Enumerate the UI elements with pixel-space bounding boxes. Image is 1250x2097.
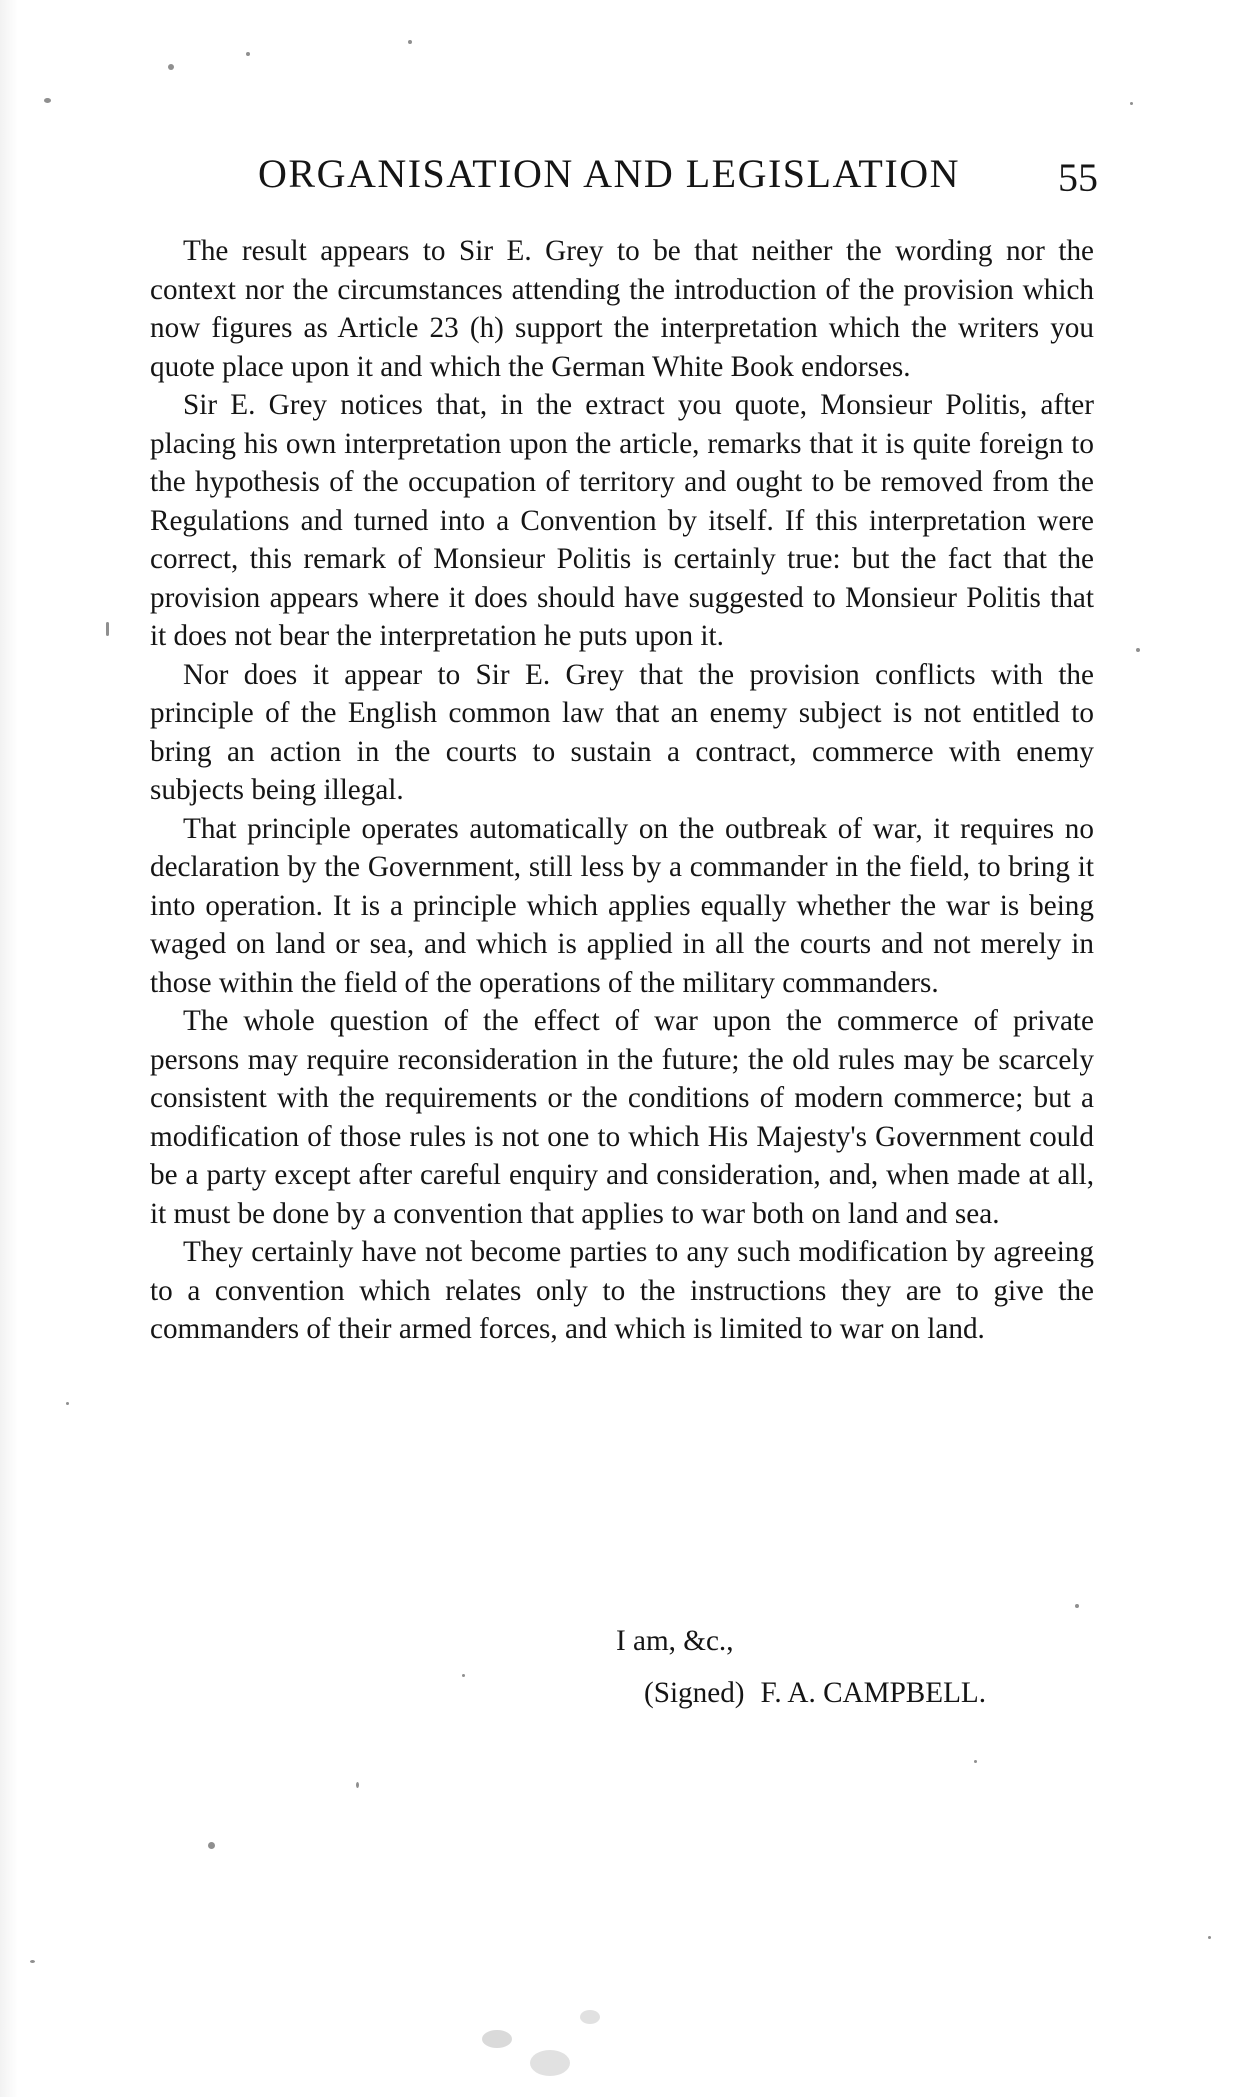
signed-label: (Signed) (644, 1677, 745, 1709)
paragraph-1: The result appears to Sir E. Grey to be that neither the wording nor the context nor the circumstances attending the introduction of the provision which now figures as Article 23 (h) support the interpretation which the writers you quote place upon it and which the German White Book endorses. (150, 235, 1094, 383)
scan-speck (168, 64, 174, 70)
running-header (258, 150, 1098, 210)
scan-speck (408, 40, 412, 44)
page-edge-shadow (0, 0, 18, 2097)
scan-speck (1136, 648, 1140, 652)
scan-speck (462, 1674, 465, 1677)
closing-line: I am, &c., (616, 1625, 734, 1657)
scan-speck (580, 2010, 600, 2024)
scan-speck (1130, 102, 1133, 105)
letter-body (150, 232, 1094, 1349)
paragraph-4: That principle operates automatically on the outbreak of war, it requires no declaration by the Government, still less by a commander in the field, to bring it into operation. It is a principle which applies equally whether the war is being waged on land or sea, and which is applied in all the courts and not merely in those within the field of the operations of the military commanders. (150, 812, 1094, 999)
scan-speck (1208, 1936, 1211, 1939)
signatory-name: F. A. CAMPBELL. (760, 1677, 987, 1709)
scan-speck (66, 1402, 69, 1405)
scan-speck (246, 52, 250, 56)
paragraph-5: The whole question of the effect of war upon the commerce of private persons may require reconsideration in the future; the old rules may be scarcely consistent with the requirements or the conditions of modern commerce; but a modification of those rules is not one to which His Majesty's Government could be a party except after careful enquiry and consideration, and, when made at all, it must be done by a convention that applies to war both on land and sea. (150, 1005, 1094, 1230)
scan-speck (1075, 1604, 1079, 1608)
scan-speck (44, 98, 51, 103)
paragraph-6: They certainly have not become parties to any such modification by agreeing to a convention which relates only to the instructions they are to give the commanders of their armed forces, and which is limited to war on land. (150, 1236, 1094, 1345)
scan-speck (530, 2050, 570, 2076)
scan-speck (974, 1760, 977, 1763)
signed-line (644, 1674, 986, 1713)
page-number: 55 (1058, 155, 1098, 200)
scan-speck (30, 1960, 35, 1963)
paragraph-2: Sir E. Grey notices that, in the extract you quote, Monsieur Politis, after placing his own interpretation upon the article, remarks that it is quite foreign to the hypothesis of the occupation of territory and ought to be removed from the Regulations and turned into a Convention by itself. If this interpretation were correct, this remark of Monsieur Politis is certainly true: but the fact that the provision appears where it does should have suggested to Monsieur Politis that it does not bear the interpretation he puts upon it. (150, 389, 1094, 652)
scan-speck (106, 622, 109, 636)
scan-speck (208, 1842, 215, 1849)
running-title: ORGANISATION AND LEGISLATION (258, 151, 960, 196)
scan-speck (482, 2030, 512, 2048)
scan-speck (356, 1782, 359, 1788)
paragraph-3: Nor does it appear to Sir E. Grey that the provision conflicts with the principle of the English common law that an enemy subject is not entitled to bring an action in the courts to sustain a contract, commerce with enemy subjects being illegal. (150, 658, 1094, 806)
